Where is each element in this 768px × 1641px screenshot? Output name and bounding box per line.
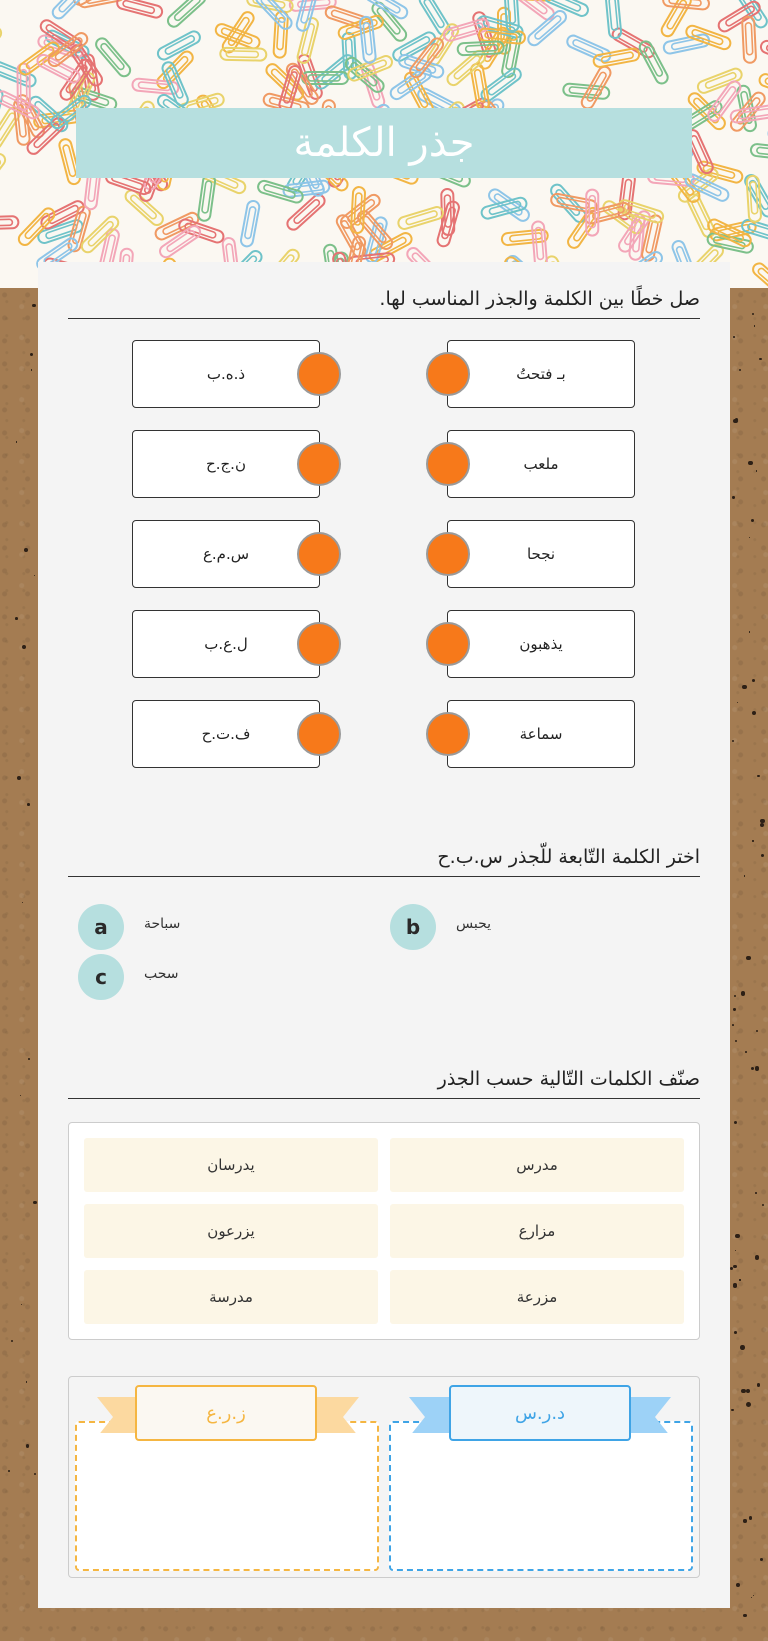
connector-dot-left[interactable]: [297, 442, 341, 486]
connector-dot-right[interactable]: [426, 352, 470, 396]
option-c-badge[interactable]: c: [78, 954, 124, 1000]
option-c-text[interactable]: سحب: [144, 966, 179, 982]
connector-dot-left[interactable]: [297, 532, 341, 576]
category-label-drs: د.ر.س: [449, 1385, 631, 1441]
root-box[interactable]: ل.ع.ب: [132, 610, 320, 678]
draggable-word[interactable]: مزارع: [390, 1204, 684, 1258]
choice-heading: اختر الكلمة التّابعة للّجذر س.ب.ح: [68, 846, 700, 877]
matching-heading: صل خطًا بين الكلمة والجذر المناسب لها.: [68, 288, 700, 319]
option-b-badge[interactable]: b: [390, 904, 436, 950]
root-box[interactable]: ن.ج.ح: [132, 430, 320, 498]
connector-dot-right[interactable]: [426, 622, 470, 666]
connector-dot-left[interactable]: [297, 622, 341, 666]
draggable-word[interactable]: مزرعة: [390, 1270, 684, 1324]
word-box[interactable]: بـ فتحتُ: [447, 340, 635, 408]
drop-zone-zra[interactable]: [75, 1421, 379, 1571]
root-box[interactable]: ف.ت.ح: [132, 700, 320, 768]
category-label-zra: ز.ر.ع: [135, 1385, 317, 1441]
draggable-word[interactable]: يدرسان: [84, 1138, 378, 1192]
classify-heading: صنّف الكلمات التّالية حسب الجذر: [68, 1068, 700, 1099]
word-box[interactable]: سماعة: [447, 700, 635, 768]
connector-dot-right[interactable]: [426, 712, 470, 756]
page-title: جذر الكلمة: [76, 108, 692, 178]
connector-dot-right[interactable]: [426, 442, 470, 486]
word-box[interactable]: ملعب: [447, 430, 635, 498]
root-box[interactable]: س.م.ع: [132, 520, 320, 588]
draggable-word[interactable]: مدرسة: [84, 1270, 378, 1324]
word-box[interactable]: نجحا: [447, 520, 635, 588]
connector-dot-right[interactable]: [426, 532, 470, 576]
word-bank: [68, 1122, 700, 1340]
word-box[interactable]: يذهبون: [447, 610, 635, 678]
option-b-text[interactable]: يحبس: [456, 916, 492, 932]
worksheet-card: [38, 262, 730, 1608]
draggable-word[interactable]: مدرس: [390, 1138, 684, 1192]
connector-dot-left[interactable]: [297, 712, 341, 756]
draggable-word[interactable]: يزرعون: [84, 1204, 378, 1258]
root-box[interactable]: ذ.ه.ب: [132, 340, 320, 408]
category-area: [68, 1376, 700, 1578]
drop-zone-drs[interactable]: [389, 1421, 693, 1571]
option-a-text[interactable]: سباحة: [144, 916, 181, 932]
option-a-badge[interactable]: a: [78, 904, 124, 950]
connector-dot-left[interactable]: [297, 352, 341, 396]
